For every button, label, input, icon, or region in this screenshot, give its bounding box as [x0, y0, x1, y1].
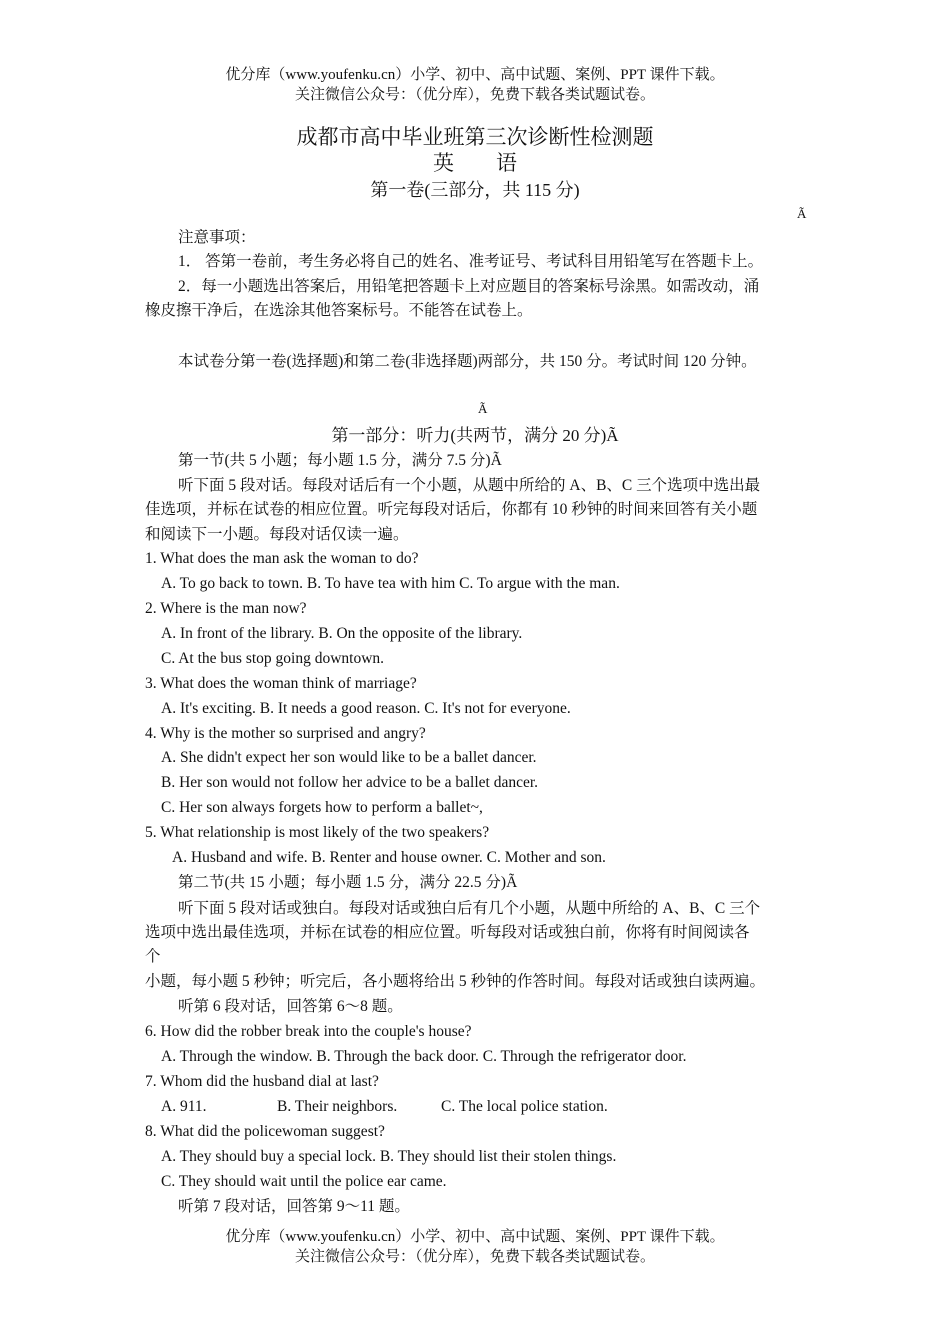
- question-8-options-ab: A. They should buy a special lock. B. They should list their stolen things.: [161, 1148, 617, 1165]
- dialog-6-instruction: 听第 6 段对话，回答第 6～8 题。: [178, 998, 403, 1015]
- section2-heading: 第二节(共 15 小题；每小题 1.5 分，满分 22.5 分)Ã: [178, 874, 518, 891]
- question-6-options: A. Through the window. B. Through the back door. C. Through the refrigerator door.: [161, 1048, 687, 1065]
- question-2-options-ab: A. In front of the library. B. On the opposite of the library.: [161, 625, 523, 642]
- subject-title: 英 语: [433, 151, 517, 175]
- question-5: 5. What relationship is most likely of the two speakers?: [145, 824, 490, 841]
- question-4: 4. Why is the mother so surprised and angry?: [145, 725, 426, 742]
- notes-heading: 注意事项：: [178, 229, 256, 246]
- section1-heading: 第一节(共 5 小题；每小题 1.5 分，满分 7.5 分)Ã: [178, 452, 502, 469]
- section1-intro-3: 和阅读下一小题。每段对话仅读一遍。: [145, 526, 409, 543]
- part1-mark: Ã: [478, 401, 488, 416]
- section1-intro-1: 听下面 5 段对话。每段对话后有一个小题，从题中所给的 A、B、C 三个选项中选出最: [178, 477, 761, 494]
- stray-mark: Ã: [797, 206, 807, 221]
- notes-item-2b: 橡皮擦干净后，在选涂其他答案标号。不能答在试卷上。: [145, 302, 533, 319]
- question-8: 8. What did the policewoman suggest?: [145, 1123, 385, 1140]
- header-line-1: 优分库（www.youfenku.cn）小学、初中、高中试题、案例、PPT 课件下载。: [225, 67, 725, 83]
- question-4-option-b: B. Her son would not follow her advice to be a ballet dancer.: [161, 774, 539, 791]
- question-6: 6. How did the robber break into the couple's house?: [145, 1023, 472, 1040]
- question-7-option-a: A. 911.: [161, 1098, 207, 1115]
- question-2-option-c: C. At the bus stop going downtown.: [161, 650, 385, 667]
- volume-title: 第一卷(三部分，共 115 分): [370, 180, 580, 200]
- question-4-option-a: A. She didn't expect her son would like to be a ballet dancer.: [161, 749, 537, 766]
- exam-summary: 本试卷分第一卷(选择题)和第二卷(非选择题)两部分，共 150 分。考试时间 120 分钟。: [178, 353, 757, 370]
- exam-title: 成都市高中毕业班第三次诊断性检测题: [296, 125, 654, 149]
- notes-item-1: 1． 答第一卷前，考生务必将自己的姓名、准考证号、考试科目用铅笔写在答题卡上。: [178, 253, 764, 270]
- question-7: 7. Whom did the husband dial at last?: [145, 1073, 379, 1090]
- dialog-7-instruction: 听第 7 段对话，回答第 9～11 题。: [178, 1198, 410, 1215]
- section2-intro-1: 听下面 5 段对话或独白。每段对话或独白后有几个小题，从题中所给的 A、B、C 三个: [178, 900, 761, 917]
- question-1: 1. What does the man ask the woman to do?: [145, 550, 419, 567]
- section2-intro-3: 个: [145, 948, 161, 965]
- question-5-options: A. Husband and wife. B. Renter and house owner. C. Mother and son.: [172, 849, 606, 866]
- footer-line-1: 优分库（www.youfenku.cn）小学、初中、高中试题、案例、PPT 课件下载。: [225, 1229, 725, 1245]
- question-7-option-b: B. Their neighbors.: [277, 1098, 398, 1115]
- footer-line-2: 关注微信公众号：（优分库），免费下载各类试题试卷。: [294, 1249, 655, 1265]
- section2-intro-4: 小题，每小题 5 秒钟；听完后，各小题将给出 5 秒钟的作答时间。每段对话或独白读两遍。: [145, 973, 766, 990]
- section1-intro-2: 佳选项，并标在试卷的相应位置。听完每段对话后，你都有 10 秒钟的时间来回答有关小题: [145, 501, 758, 518]
- title-block: [0, 124, 950, 202]
- part1-title: 第一部分：听力(共两节，满分 20 分)Ã: [331, 426, 619, 445]
- header-line-2: 关注微信公众号：（优分库），免费下载各类试题试卷。: [294, 87, 655, 103]
- section2-intro-2: 选项中选出最佳选项，并标在试卷的相应位置。听每段对话或独白前，你将有时间阅读各: [145, 924, 750, 941]
- question-7-option-c: C. The local police station.: [441, 1098, 608, 1115]
- question-3-options: A. It's exciting. B. It needs a good reason. C. It's not for everyone.: [161, 700, 571, 717]
- question-1-options: A. To go back to town. B. To have tea with him C. To argue with the man.: [161, 575, 620, 592]
- notes-item-2a: 2．每一小题选出答案后，用铅笔把答题卡上对应题目的答案标号涂黑。如需改动，涌: [178, 278, 760, 295]
- question-2: 2. Where is the man now?: [145, 600, 307, 617]
- question-4-option-c: C. Her son always forgets how to perform a ballet~,: [161, 799, 483, 816]
- question-3: 3. What does the woman think of marriage?: [145, 675, 417, 692]
- question-8-option-c: C. They should wait until the police ear came.: [161, 1173, 447, 1190]
